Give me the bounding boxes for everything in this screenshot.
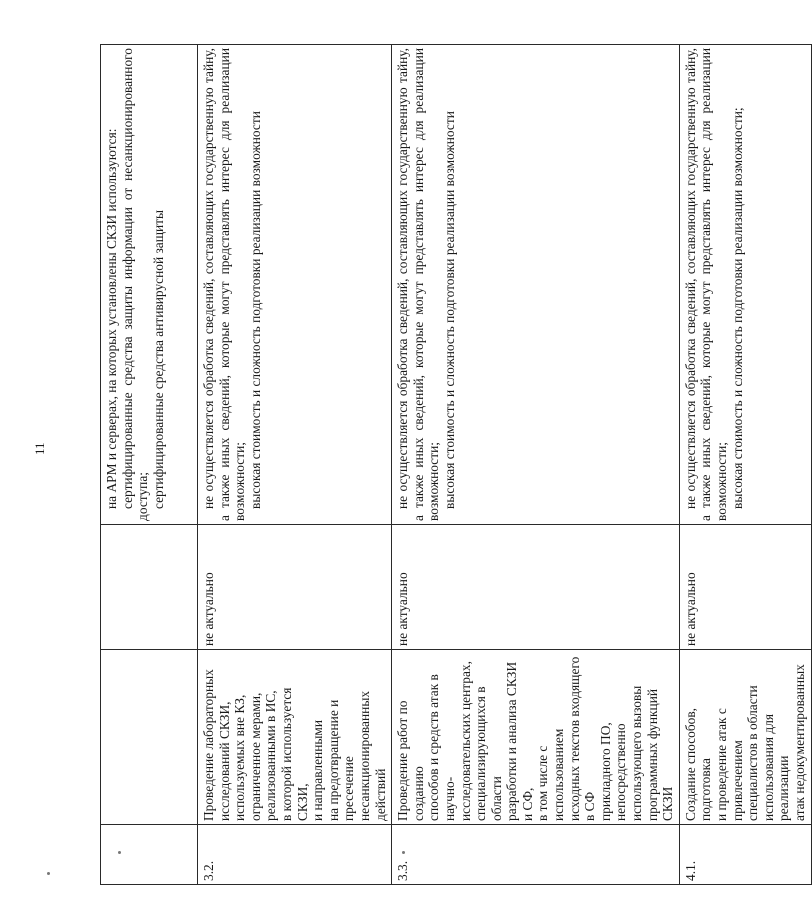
rotated-table-container xyxy=(100,45,807,885)
threat-description-line: Создание способов, подготовка xyxy=(682,707,714,821)
justification-paragraph: сертифицированные средства антивирусной защиты xyxy=(150,209,166,509)
justification-paragraph: на АРМ и серверах, на которых установлены СКЗИ используются: xyxy=(104,128,119,509)
justification-paragraph: высокая стоимость и сложность подготовки реализации возможности; xyxy=(729,107,745,509)
threat-description-line: реализованными в ИС, xyxy=(263,690,279,821)
threat-description-line: в том числе с использованием xyxy=(535,728,567,821)
threat-description-line: прикладного ПО, непосредственно xyxy=(597,722,629,821)
threat-description-line: исходных текстов входящего в СФ xyxy=(566,656,598,821)
table-row xyxy=(679,45,811,885)
justification-paragraph: высокая стоимость и сложность подготовки реализации возможности xyxy=(247,111,263,509)
table-row xyxy=(101,45,198,885)
threat-description-cell xyxy=(101,650,198,825)
row-number-cell: 3.3. xyxy=(392,825,680,885)
threat-description-line: использования для реализации xyxy=(760,713,792,821)
threat-table xyxy=(100,44,812,885)
threat-description-line: и направленными xyxy=(310,720,326,821)
justification-paragraph: не осуществляется обработка сведений, составляющих государственную тайну, а также иных сведений, которые могут представлять интерес для реализации возможности; xyxy=(682,48,729,521)
justification-paragraph: не осуществляется обработка сведений, составляющих государственную тайну, а также иных сведений, которые могут представлять интерес для реализации возможности; xyxy=(201,48,248,521)
row-number-cell: 4.1. xyxy=(679,825,811,885)
threat-description-line: использующего вызовы xyxy=(629,685,645,821)
relevance-cell: не актуально xyxy=(392,525,680,650)
threat-description-line: Проведение работ по созданию xyxy=(395,700,426,821)
page-number: 11 xyxy=(32,442,47,455)
justification-paragraph: сертифицированные средства защиты информации от несанкционированного доступа; xyxy=(119,48,151,521)
relevance-cell: не актуально xyxy=(198,525,392,650)
justification-cell xyxy=(101,45,198,525)
threat-description-line: атак недокументированных xyxy=(791,664,807,821)
justification-cell xyxy=(679,45,811,525)
threat-description-cell xyxy=(198,650,392,825)
row-number-cell: 3.2. xyxy=(198,825,392,885)
table-row xyxy=(198,45,392,885)
justification-paragraph: не осуществляется обработка сведений, составляющих государственную тайну, а также иных сведений, которые могут представлять интерес для реализации возможности; xyxy=(395,48,442,521)
justification-cell xyxy=(392,45,680,525)
threat-description-line: разработки и анализа СКЗИ и СФ, xyxy=(504,661,535,821)
row-number-cell xyxy=(101,825,198,885)
threat-description-line: способов и средств атак в научно- xyxy=(426,674,457,821)
threat-description-line: исследовательских центрах, xyxy=(457,661,473,821)
threat-description-line: на предотвращение и пресечение xyxy=(325,699,357,821)
threat-description-cell xyxy=(679,650,811,825)
threat-description-cell xyxy=(392,650,680,825)
threat-description-line: исследований СКЗИ, xyxy=(216,701,232,821)
threat-description-line: специалистов в области xyxy=(745,685,761,821)
justification-cell xyxy=(198,45,392,525)
threat-description-line: и проведение атак с привлечением xyxy=(714,708,745,821)
threat-description-line: специализирующихся в области xyxy=(473,686,504,821)
table-row xyxy=(392,45,680,885)
relevance-cell xyxy=(101,525,198,650)
relevance-cell: не актуально xyxy=(679,525,811,650)
threat-description-line: Проведение лабораторных xyxy=(201,669,216,821)
scan-speck xyxy=(47,872,50,875)
threat-description-line: программных функций СКЗИ xyxy=(644,688,676,821)
threat-description-line: используемых вне КЗ, xyxy=(232,694,248,821)
threat-description-line: в которой используется СКЗИ, xyxy=(278,687,310,821)
threat-description-line: несанкционированных действий xyxy=(356,690,388,821)
justification-paragraph: высокая стоимость и сложность подготовки реализации возможности xyxy=(441,111,457,509)
threat-description-line: ограниченное мерами, xyxy=(247,692,263,821)
